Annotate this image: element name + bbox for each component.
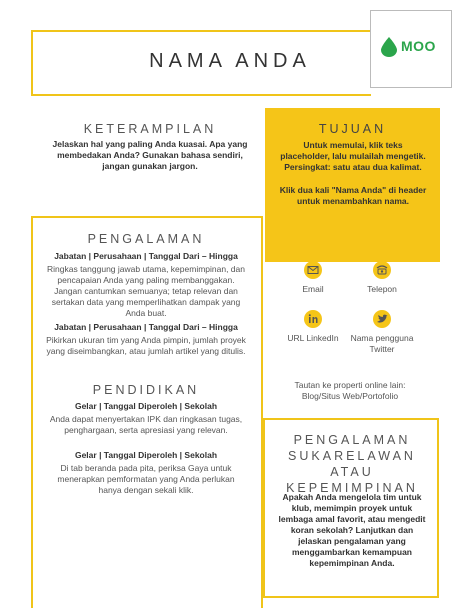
job-header[interactable]: Jabatan | Perusahaan | Tanggal Dari – Hingga [54, 251, 238, 261]
keterampilan-title: KETERAMPILAN [83, 122, 217, 136]
sukarelawan-text[interactable]: Apakah Anda mengelola tim untuk klub, memimpin proyek untuk lembaga amal favorit, atau mengedit koran sekolah? Lanjutkan dan jelaskan pengalaman yang menggambarkan kemampuan kepemimpinan Anda. [278, 492, 426, 568]
online-links[interactable]: Tautan ke properti online lain: Blog/Situs Web/Portofolio [294, 380, 406, 401]
twitter-icon [373, 310, 391, 328]
linkedin-label[interactable]: URL LinkedIn [287, 333, 339, 343]
pengalaman-title: PENGALAMAN [87, 232, 205, 246]
job-description[interactable]: Ringkas tanggung jawab utama, kepemimpinan, dan pencapaian Anda yang paling membanggakan. Jangan cantumkan semuanya; tetap relevan dan sertakan data yang memperlihatkan dampak yang Anda buat. [47, 264, 245, 318]
sukarelawan-title: PENGALAMAN SUKARELAWAN ATAU KEPEMIMPINAN [286, 433, 418, 495]
phone-label[interactable]: Telepon [367, 284, 397, 294]
education-header[interactable]: Gelar | Tanggal Diperoleh | Sekolah [74, 401, 218, 411]
job-description[interactable]: Pikirkan ukuran tim yang Anda pimpin, jumlah proyek yang diseimbangkan, atau jumlah artikel yang ditulis. [46, 335, 246, 356]
education-description[interactable]: Anda dapat menyertakan IPK dan ringkasan tugas, penghargaan, serta apresiasi yang relevan. [49, 414, 243, 435]
keterampilan-text[interactable]: Jelaskan hal yang paling Anda kuasai. Apa yang membedakan Anda? Gunakan bahasa sendiri, jangan gunakan jargon. [52, 139, 248, 171]
phone-icon [373, 261, 391, 279]
tujuan-title: TUJUAN [318, 122, 387, 136]
job-header[interactable]: Jabatan | Perusahaan | Tanggal Dari – Hingga [54, 322, 238, 332]
pendidikan-title: PENDIDIKAN [92, 383, 200, 397]
education-header[interactable]: Gelar | Tanggal Diperoleh | Sekolah [74, 450, 218, 460]
email-label[interactable]: Email [302, 284, 324, 294]
education-description[interactable]: Di tab beranda pada pita, periksa Gaya untuk menerapkan pemformatan yang Anda perlukan hanya dengan sekali klik. [57, 463, 235, 495]
name-title[interactable]: NAMA ANDA [149, 50, 311, 72]
linkedin-icon [304, 310, 322, 328]
twitter-label[interactable]: Nama pengguna Twitter [350, 333, 414, 354]
tujuan-text-2[interactable]: Klik dua kali "Nama Anda" di header untuk menambahkan nama. [279, 185, 427, 206]
moo-logo-text: MOO [401, 38, 436, 54]
email-icon [304, 261, 322, 279]
tujuan-text-1[interactable]: Untuk memulai, klik teks placeholder, lalu mulailah mengetik. Persingkat: satu atau dua kalimat. [280, 140, 426, 172]
moo-drop-icon [381, 37, 397, 57]
